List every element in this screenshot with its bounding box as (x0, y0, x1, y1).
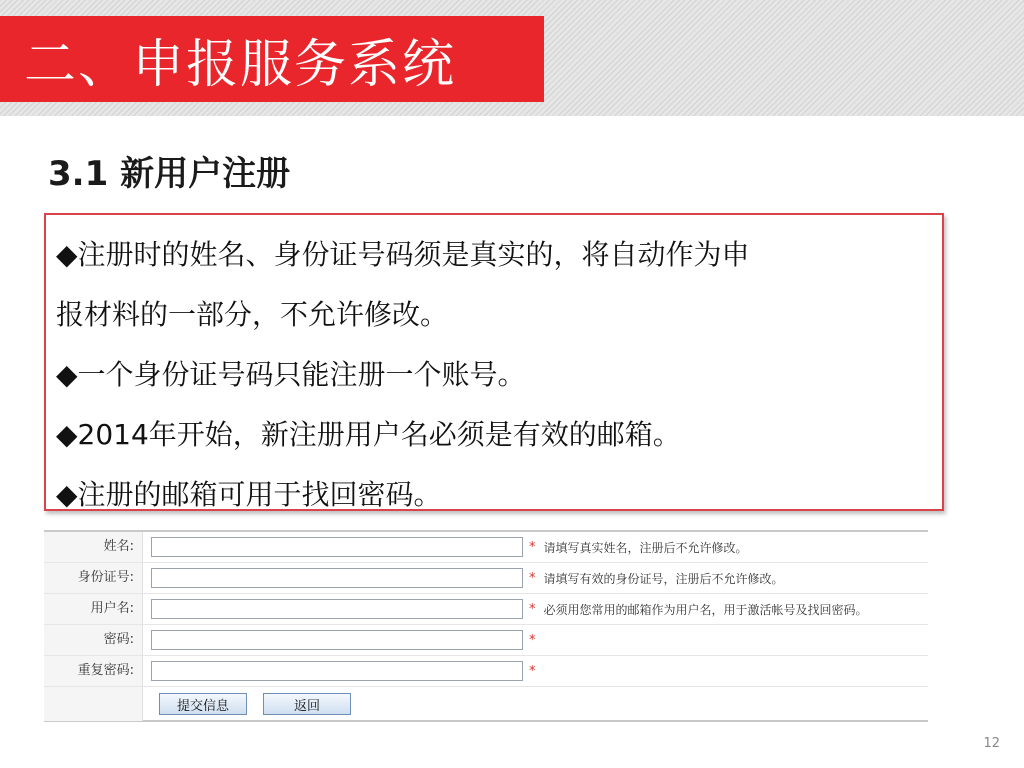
required-marker: * (529, 570, 536, 586)
label-divider (134, 656, 143, 686)
label-divider (134, 687, 143, 721)
actions-label-cell (44, 687, 134, 721)
form-row-name (44, 532, 928, 563)
required-marker: * (529, 663, 536, 679)
page-number: 12 (983, 736, 1000, 751)
id-number-label: 身份证号: (44, 563, 134, 593)
confirm-password-input[interactable] (151, 661, 523, 681)
registration-form (44, 530, 928, 722)
form-row-password (44, 625, 928, 656)
notice-line: 报材料的一部分，不允许修改。 (56, 298, 449, 331)
name-hint: 请填写真实姓名，注册后不允许修改。 (543, 540, 748, 555)
notice-line: ◆注册时的姓名、身份证号码须是真实的，将自动作为申 (56, 238, 750, 271)
required-marker: * (529, 539, 536, 555)
required-marker: * (529, 632, 536, 648)
label-divider (134, 594, 143, 624)
required-marker: * (529, 601, 536, 617)
section-title: 3.1 新用户注册 (48, 154, 291, 194)
username-hint: 必须用您常用的邮箱作为用户名，用于激活帐号及找回密码。 (543, 602, 868, 617)
page-title: 二、申报服务系统 (24, 34, 457, 95)
title-banner (0, 16, 544, 102)
notice-line: ◆2014年开始，新注册用户名必须是有效的邮箱。 (56, 418, 681, 451)
label-divider (134, 532, 143, 562)
form-row-id-number (44, 563, 928, 594)
id-number-hint: 请填写有效的身份证号，注册后不允许修改。 (543, 571, 784, 586)
label-divider (134, 625, 143, 655)
notice-box (44, 213, 944, 511)
name-input[interactable] (151, 537, 523, 557)
name-label: 姓名: (44, 532, 134, 562)
password-label: 密码: (44, 625, 134, 655)
form-row-username (44, 594, 928, 625)
submit-button[interactable]: 提交信息 (159, 693, 247, 715)
username-label: 用户名: (44, 594, 134, 624)
form-actions (44, 687, 928, 721)
confirm-password-label: 重复密码: (44, 656, 134, 686)
username-input[interactable] (151, 599, 523, 619)
id-number-input[interactable] (151, 568, 523, 588)
notice-line: ◆注册的邮箱可用于找回密码。 (56, 478, 442, 511)
label-divider (134, 563, 143, 593)
back-button[interactable]: 返回 (263, 693, 351, 715)
form-row-confirm-password (44, 656, 928, 687)
notice-line: ◆一个身份证号码只能注册一个账号。 (56, 358, 526, 391)
password-input[interactable] (151, 630, 523, 650)
